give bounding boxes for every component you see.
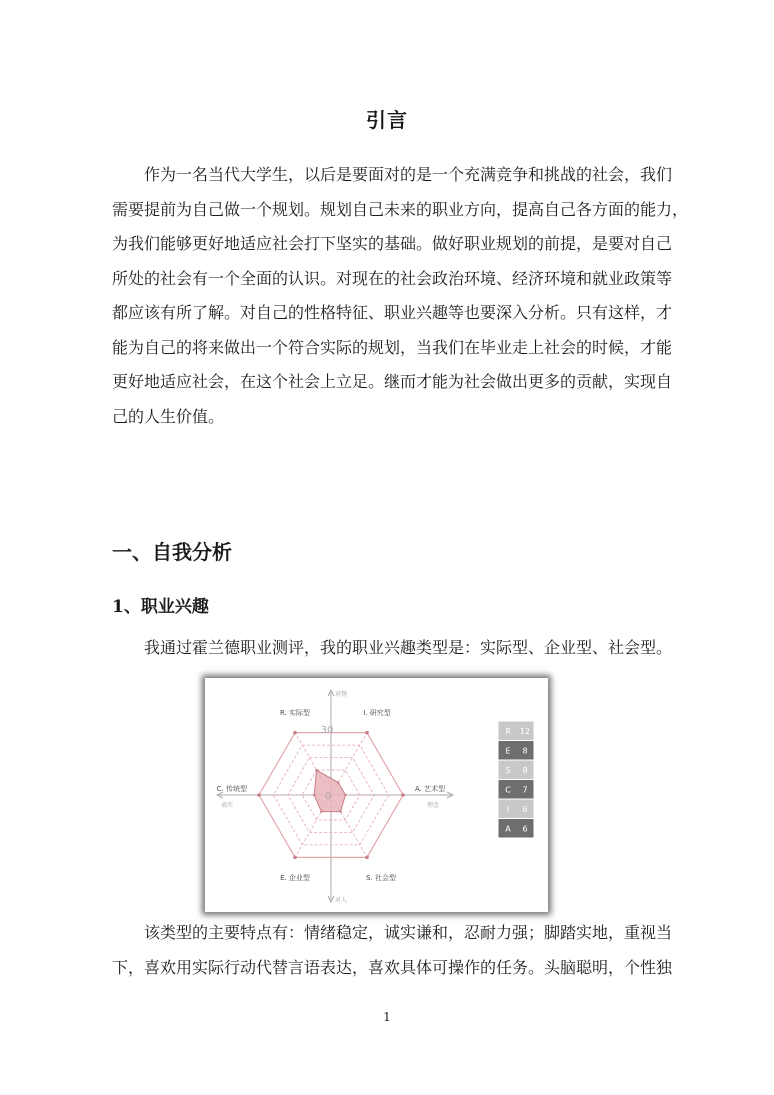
- legend-code: A: [505, 824, 511, 834]
- intro-paragraph: [112, 158, 689, 434]
- legend-score-cell: [498, 780, 534, 800]
- intro-line: 都应该有所了解。对自己的性格特征、职业兴趣等也要深入分析。只有这样，才: [112, 303, 673, 322]
- radar-data-point: [315, 769, 317, 771]
- legend-score-cell: [498, 741, 534, 761]
- axis-label-bottom: 对人: [334, 897, 348, 904]
- legend-score: 6: [522, 805, 528, 814]
- legend-code: S: [505, 766, 511, 775]
- intro-line: 更好地适应社会，在这个社会上立足。继而才能为社会做出更多的贡献，实现自: [112, 372, 673, 391]
- legend-score: 6: [522, 824, 528, 834]
- radar-data-point: [313, 794, 315, 796]
- radar-category-label: R. 实际型: [279, 709, 311, 717]
- intro-line: 己的人生价值。: [112, 406, 225, 426]
- intro-line: 为我们能够更好地适应社会打下坚实的基础。做好职业规划的前提，是要对自己: [112, 234, 673, 253]
- traits-paragraph: [112, 916, 673, 985]
- intro-title: 引言: [366, 108, 408, 132]
- radar-vertex-dot: [293, 856, 297, 860]
- legend-score: 8: [522, 766, 528, 775]
- legend-code: I: [506, 805, 510, 814]
- subsection-heading: 1、职业兴趣: [112, 597, 209, 617]
- legend-code: R: [505, 727, 511, 736]
- radar-vertex-dot: [365, 731, 369, 735]
- radar-vertex-dot: [365, 856, 369, 860]
- section-heading: 一、自我分析: [112, 540, 232, 564]
- radar-category-label: E. 企业型: [280, 874, 310, 882]
- radar-vertex-dot: [401, 793, 405, 797]
- radar-category-label: S. 社会型: [366, 874, 396, 882]
- intro-line: 所处的社会有一个全面的认识。对现在的社会政治环境、经济环境和就业政策等: [112, 268, 673, 288]
- interest-paragraph: [112, 631, 673, 666]
- legend-score-cell: [498, 760, 534, 780]
- legend-score: 7: [522, 785, 528, 795]
- radar-data-point: [337, 781, 339, 783]
- interest-text: 我通过霍兰德职业测评，我的职业兴趣类型是：实际型、企业型、社会型。: [144, 638, 673, 657]
- legend-code: E: [505, 746, 511, 756]
- radar-chart-svg: [205, 678, 548, 912]
- radar-data-point: [320, 810, 322, 812]
- radar-category-label: I. 研究型: [363, 709, 391, 717]
- radar-scale-max: 30: [320, 725, 334, 736]
- legend-score: 12: [519, 727, 531, 736]
- intro-line: 需要提前为自己做一个规划。规划自己未来的职业方向，提高自己各方面的能力，: [112, 199, 689, 219]
- axis-label-top: 对物: [334, 691, 348, 698]
- radar-data-point: [339, 810, 341, 812]
- radar-data-point: [344, 794, 346, 796]
- radar-category-label: C. 传统型: [216, 785, 247, 793]
- legend-score: 8: [522, 746, 528, 756]
- holland-radar-chart: [205, 678, 548, 912]
- traits-line: 该类型的主要特点有：情绪稳定，诚实谦和，忍耐力强；脚踏实地，重视当: [144, 923, 673, 942]
- traits-line: 下，喜欢用实际行动代替言语表达，喜欢具体可操作的任务。头脑聪明，个性独: [112, 957, 673, 977]
- page-number: 1: [383, 1010, 391, 1024]
- radar-scale-min: 0: [324, 791, 332, 802]
- legend-score-cell: [498, 799, 534, 819]
- intro-line: 作为一名当代大学生，以后是要面对的是一个充满竞争和挑战的社会，我们: [144, 165, 673, 184]
- axis-label-right: 理念: [426, 802, 440, 809]
- radar-vertex-dot: [293, 731, 297, 735]
- legend-code: C: [505, 785, 511, 795]
- axis-label-left: 表实: [221, 802, 234, 809]
- radar-vertex-dot: [257, 793, 261, 797]
- intro-line: 能为自己的将来做出一个符合实际的规划，当我们在毕业走上社会的时候，才能: [112, 337, 673, 357]
- radar-category-label: A. 艺术型: [415, 785, 446, 793]
- legend-score-cell: [498, 819, 534, 839]
